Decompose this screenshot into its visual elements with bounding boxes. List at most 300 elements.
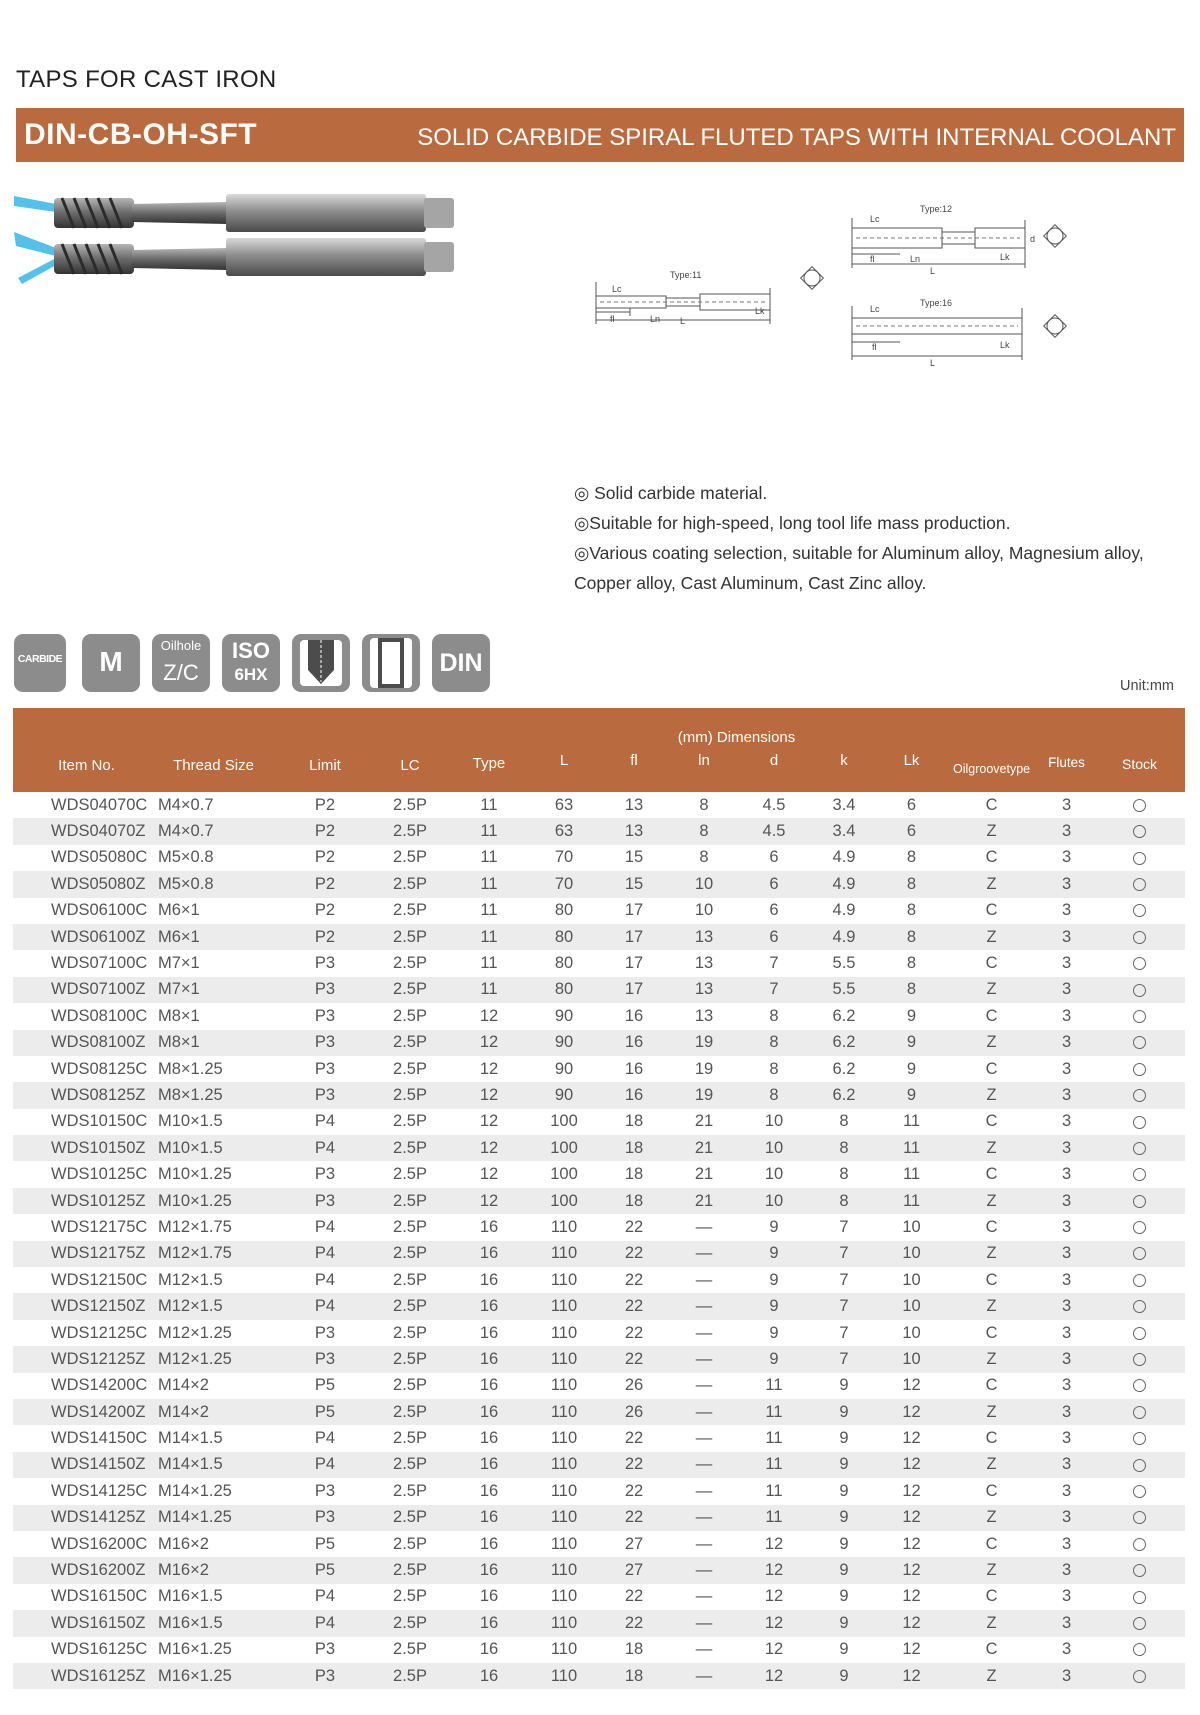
header-lc: LC	[400, 757, 420, 774]
cell-fl: 18	[624, 1640, 644, 1659]
cell-flutes: 3	[1039, 1241, 1094, 1267]
cell-lc: 2.5P	[371, 1452, 449, 1478]
cell-thread-size: M7×1	[158, 954, 200, 973]
cell-ln: —	[669, 1610, 739, 1636]
cell-k: 7	[809, 1293, 879, 1319]
cell-limit: P4	[314, 1112, 336, 1131]
cell-item-no: WDS10125C	[51, 1165, 148, 1184]
cell-lc: 2.5P	[371, 1399, 449, 1425]
cell-thread-size: M4×0.7	[148, 818, 279, 844]
cell-flutes: 3	[1039, 1188, 1094, 1214]
cell-thread-size: M14×1.25	[158, 1481, 232, 1500]
table-row	[13, 1030, 1185, 1056]
cell-stock	[1094, 845, 1185, 871]
cell-ln: 21	[669, 1135, 739, 1161]
cell-ln: —	[669, 1346, 739, 1372]
cell-ln: 10	[669, 871, 739, 897]
cell-limit: P2	[279, 818, 371, 844]
cell-flutes: 3	[1061, 1112, 1072, 1131]
cell-limit: P2	[279, 924, 371, 950]
cell-lk: 12	[902, 1429, 921, 1448]
cell-limit: P3	[279, 1505, 371, 1531]
cell-ln: 13	[694, 1006, 714, 1025]
cell-lc: 2.5P	[371, 1082, 449, 1108]
cell-lc: 2.5P	[393, 1481, 427, 1500]
cell-type: 12	[479, 1059, 499, 1078]
stock-circle-icon	[1133, 799, 1146, 812]
cell-lk: 10	[879, 1346, 944, 1372]
cell-fl: 22	[624, 1270, 644, 1289]
cell-k: 3.4	[832, 795, 856, 814]
product-photo	[12, 192, 502, 322]
cell-flutes: 3	[1039, 1135, 1094, 1161]
cell-lk: 12	[879, 1557, 944, 1583]
cell-stock	[1094, 1505, 1185, 1531]
cell-fl: 22	[624, 1481, 644, 1500]
cell-thread-size: M7×1	[148, 977, 279, 1003]
cell-l: 90	[554, 1059, 574, 1078]
cell-lc: 2.5P	[371, 977, 449, 1003]
cell-l: 90	[529, 1082, 599, 1108]
cell-lk: 11	[902, 1165, 921, 1184]
cell-thread-size: M5×0.8	[148, 871, 279, 897]
cell-flutes: 3	[1039, 1399, 1094, 1425]
cell-l: 80	[554, 901, 574, 920]
cell-stock	[1094, 1531, 1185, 1557]
cell-stock	[1094, 1346, 1185, 1372]
cell-stock	[1094, 1399, 1185, 1425]
table-row	[13, 1109, 1185, 1135]
cell-limit: P2	[314, 848, 336, 867]
cell-d: 6	[769, 901, 779, 920]
cell-l: 80	[529, 924, 599, 950]
cell-l: 110	[529, 1452, 599, 1478]
cell-flutes: 3	[1061, 1376, 1072, 1395]
stock-circle-icon	[1133, 1591, 1146, 1604]
cell-type: 16	[479, 1270, 499, 1289]
cell-ln: 13	[669, 977, 739, 1003]
cell-k: 9	[809, 1663, 879, 1689]
cell-d: 8	[769, 1006, 779, 1025]
cell-lc: 2.5P	[393, 1112, 427, 1131]
stock-circle-icon	[1133, 1459, 1146, 1472]
cell-item-no: WDS04070C	[51, 795, 148, 814]
cell-oilgroove: C	[985, 1376, 998, 1395]
dim-ln-11: Ln	[650, 314, 661, 324]
cell-limit: P3	[314, 954, 336, 973]
cell-oilgroove: Z	[944, 871, 1039, 897]
dim-lk-16: Lk	[1000, 340, 1010, 350]
cell-item-no: WDS16200C	[51, 1534, 148, 1553]
cell-l: 110	[529, 1399, 599, 1425]
cell-flutes: 3	[1061, 1059, 1072, 1078]
cell-ln: 19	[694, 1059, 714, 1078]
cell-flutes: 3	[1039, 1293, 1094, 1319]
table-row	[13, 1293, 1185, 1319]
cell-lc: 2.5P	[371, 1188, 449, 1214]
cell-oilgroove: Z	[944, 1082, 1039, 1108]
cell-fl: 17	[624, 901, 644, 920]
cell-thread-size: M14×2	[148, 1399, 279, 1425]
cell-ln: 21	[694, 1165, 714, 1184]
oilhole-badge-label: Oilhole	[160, 638, 202, 653]
cell-k: 7	[839, 1217, 849, 1236]
cell-stock	[1094, 1161, 1185, 1187]
cell-d: 12	[764, 1534, 784, 1553]
cell-type: 16	[479, 1640, 499, 1659]
stock-circle-icon	[1133, 984, 1146, 997]
cell-flutes: 3	[1039, 1663, 1094, 1689]
cell-ln: —	[669, 1452, 739, 1478]
cell-oilgroove: C	[985, 1323, 998, 1342]
stock-circle-icon	[1133, 904, 1146, 917]
cell-flutes: 3	[1039, 924, 1094, 950]
header-stock: Stock	[1122, 756, 1158, 772]
table-row	[13, 1188, 1185, 1214]
cell-oilgroove: C	[985, 1270, 998, 1289]
cell-fl: 17	[599, 977, 669, 1003]
stock-circle-icon	[1133, 1617, 1146, 1630]
cell-ln: 21	[669, 1188, 739, 1214]
carbide-badge-label: CARBIDE	[17, 653, 63, 665]
cell-lc: 2.5P	[393, 1429, 427, 1448]
cell-lc: 2.5P	[371, 1557, 449, 1583]
cell-thread-size: M6×1	[148, 924, 279, 950]
cell-lc: 2.5P	[393, 1165, 427, 1184]
cell-d: 9	[769, 1270, 779, 1289]
cell-k: 7	[839, 1323, 849, 1342]
cell-l: 63	[529, 818, 599, 844]
cell-item-no: WDS16200Z	[13, 1557, 148, 1583]
cell-stock	[1094, 1452, 1185, 1478]
cell-oilgroove: Z	[944, 1505, 1039, 1531]
table-row	[13, 1135, 1185, 1161]
table-row	[13, 1399, 1185, 1425]
cell-type: 16	[449, 1346, 529, 1372]
cell-stock	[1094, 898, 1185, 924]
table-row	[13, 818, 1185, 844]
cell-lc: 2.5P	[371, 1346, 449, 1372]
cell-flutes: 3	[1039, 1610, 1094, 1636]
header-lk: Lk	[903, 752, 920, 769]
cell-lk: 10	[879, 1293, 944, 1319]
cell-item-no: WDS08125Z	[13, 1082, 148, 1108]
cell-ln: 21	[694, 1112, 714, 1131]
carbide-badge	[14, 634, 66, 692]
cell-stock	[1094, 792, 1185, 818]
cell-k: 6.2	[832, 1059, 856, 1078]
cell-lk: 12	[902, 1534, 921, 1553]
cell-l: 110	[550, 1217, 578, 1236]
cell-type: 11	[480, 954, 498, 973]
cell-ln: 13	[669, 924, 739, 950]
dim-fl-11: fl	[610, 314, 615, 324]
cell-oilgroove: Z	[944, 977, 1039, 1003]
cell-type: 16	[479, 1323, 499, 1342]
cell-item-no: WDS16150C	[51, 1587, 148, 1606]
cell-k: 9	[839, 1534, 849, 1553]
cell-k: 8	[839, 1112, 849, 1131]
cell-item-no: WDS14150Z	[13, 1452, 148, 1478]
cell-flutes: 3	[1061, 1587, 1072, 1606]
cell-limit: P4	[314, 1587, 336, 1606]
cell-thread-size: M16×1.5	[158, 1587, 223, 1606]
section-title: TAPS FOR CAST IRON	[16, 66, 277, 93]
cell-d: 10	[764, 1112, 784, 1131]
cell-lk: 6	[906, 795, 917, 814]
cell-ln: —	[695, 1217, 713, 1236]
cell-stock	[1094, 871, 1185, 897]
cell-k: 6.2	[832, 1006, 856, 1025]
cell-item-no: WDS16150Z	[13, 1610, 148, 1636]
cell-flutes: 3	[1061, 1534, 1072, 1553]
type11-label: Type:11	[670, 270, 702, 280]
stock-circle-icon	[1133, 1670, 1146, 1683]
cell-oilgroove: C	[985, 1534, 998, 1553]
table-row	[13, 1610, 1185, 1636]
cell-item-no: WDS12150Z	[13, 1293, 148, 1319]
cell-l: 100	[529, 1135, 599, 1161]
cell-k: 9	[839, 1429, 849, 1448]
stock-circle-icon	[1133, 931, 1146, 944]
cell-type: 12	[479, 1006, 499, 1025]
cell-k: 5.5	[832, 954, 856, 973]
cell-thread-size: M16×2	[158, 1534, 209, 1553]
cell-k: 7	[839, 1270, 849, 1289]
cell-oilgroove: Z	[944, 1030, 1039, 1056]
cell-limit: P3	[279, 1030, 371, 1056]
cell-l: 110	[550, 1376, 578, 1395]
cell-d: 7	[769, 954, 779, 973]
cell-limit: P3	[314, 1006, 336, 1025]
cell-oilgroove: C	[985, 1217, 998, 1236]
cell-stock	[1094, 1320, 1185, 1346]
cell-fl: 22	[624, 1217, 644, 1236]
cell-limit: P4	[279, 1452, 371, 1478]
cell-l: 80	[554, 954, 574, 973]
cell-limit: P3	[279, 1188, 371, 1214]
cell-thread-size: M8×1.25	[158, 1059, 223, 1078]
cell-k: 8	[809, 1135, 879, 1161]
oilhole-badge	[152, 634, 210, 692]
cell-flutes: 3	[1039, 1505, 1094, 1531]
cell-thread-size: M12×1.25	[148, 1346, 279, 1372]
cell-k: 8	[809, 1188, 879, 1214]
table-row	[13, 871, 1185, 897]
iso-class-label: 6HX	[234, 665, 268, 684]
cell-item-no: WDS12125Z	[13, 1346, 148, 1372]
cell-d: 11	[765, 1429, 783, 1448]
cell-flutes: 3	[1061, 1006, 1072, 1025]
stock-circle-icon	[1133, 1247, 1146, 1260]
cell-limit: P4	[279, 1135, 371, 1161]
cell-k: 9	[839, 1640, 849, 1659]
cell-type: 11	[480, 848, 498, 867]
cell-ln: 8	[669, 818, 739, 844]
cell-oilgroove: Z	[944, 1241, 1039, 1267]
cell-d: 9	[769, 1323, 779, 1342]
table-row	[13, 1584, 1185, 1610]
cell-d: 4.5	[762, 795, 786, 814]
cell-ln: 10	[694, 901, 714, 920]
cell-lc: 2.5P	[371, 1610, 449, 1636]
header-item-no: Item No.	[58, 757, 115, 774]
cell-oilgroove: C	[985, 795, 998, 814]
cell-type: 16	[479, 1217, 499, 1236]
table-row	[13, 1056, 1185, 1082]
cell-fl: 18	[624, 1165, 644, 1184]
cell-l: 110	[550, 1534, 578, 1553]
cell-fl: 18	[624, 1112, 644, 1131]
cell-oilgroove: C	[985, 1112, 998, 1131]
cell-d: 12	[739, 1663, 809, 1689]
through-hole-icon	[362, 634, 420, 692]
cell-type: 12	[479, 1165, 499, 1184]
stock-circle-icon	[1133, 1116, 1146, 1129]
table-row	[13, 1531, 1185, 1557]
cell-ln: —	[695, 1587, 713, 1606]
table-row	[13, 1267, 1185, 1293]
cell-ln: —	[669, 1505, 739, 1531]
cell-lk: 8	[879, 871, 944, 897]
cell-lk: 8	[906, 901, 917, 920]
cell-oilgroove: C	[985, 1165, 998, 1184]
cell-fl: 22	[599, 1241, 669, 1267]
cell-stock	[1094, 818, 1185, 844]
cell-ln: —	[669, 1557, 739, 1583]
cell-item-no: WDS16125C	[51, 1640, 148, 1659]
header-dimensions: (mm) Dimensions	[677, 729, 796, 746]
cell-limit: P5	[279, 1399, 371, 1425]
cell-k: 9	[809, 1505, 879, 1531]
cell-item-no: WDS07100C	[51, 954, 148, 973]
cell-stock	[1094, 1003, 1185, 1029]
cell-k: 6.2	[809, 1082, 879, 1108]
cell-d: 12	[764, 1640, 784, 1659]
cell-oilgroove: C	[985, 1006, 998, 1025]
cell-fl: 18	[599, 1135, 669, 1161]
cell-flutes: 3	[1039, 1346, 1094, 1372]
cell-limit: P2	[314, 795, 336, 814]
table-row	[13, 1161, 1185, 1187]
cell-fl: 22	[624, 1323, 644, 1342]
cell-fl: 18	[599, 1188, 669, 1214]
cell-type: 11	[449, 977, 529, 1003]
cell-l: 110	[550, 1429, 578, 1448]
cell-limit: P4	[314, 1429, 336, 1448]
cell-item-no: WDS14200C	[51, 1376, 148, 1395]
stock-circle-icon	[1133, 1406, 1146, 1419]
cell-type: 12	[449, 1135, 529, 1161]
header-thread-size: Thread Size	[173, 757, 254, 774]
cell-d: 6	[739, 871, 809, 897]
dim-lc-11: Lc	[612, 284, 622, 294]
cell-stock	[1094, 1425, 1185, 1451]
table-row	[13, 950, 1185, 976]
cell-oilgroove: Z	[944, 1135, 1039, 1161]
cell-l: 110	[550, 1270, 578, 1289]
cell-thread-size: M14×1.5	[148, 1452, 279, 1478]
cell-thread-size: M8×1	[148, 1030, 279, 1056]
table-row	[13, 977, 1185, 1003]
cell-l: 80	[529, 977, 599, 1003]
cell-d: 9	[739, 1293, 809, 1319]
cell-type: 16	[449, 1293, 529, 1319]
header-flutes: Flutes	[1048, 755, 1085, 770]
header-d: d	[769, 752, 779, 769]
cell-d: 12	[739, 1610, 809, 1636]
cell-l: 110	[529, 1293, 599, 1319]
cell-fl: 17	[624, 954, 644, 973]
cell-fl: 26	[599, 1399, 669, 1425]
cell-thread-size: M5×0.8	[158, 848, 214, 867]
cell-d: 8	[739, 1030, 809, 1056]
cell-lc: 2.5P	[393, 1006, 427, 1025]
cell-thread-size: M14×1.5	[158, 1429, 223, 1448]
cell-stock	[1094, 1109, 1185, 1135]
cell-limit: P3	[279, 1082, 371, 1108]
cell-k: 9	[809, 1557, 879, 1583]
cell-l: 110	[550, 1481, 578, 1500]
cell-lk: 12	[879, 1452, 944, 1478]
dim-l-16: L	[930, 358, 936, 368]
cell-type: 12	[449, 1030, 529, 1056]
cell-item-no: WDS14150C	[51, 1429, 148, 1448]
cell-lc: 2.5P	[393, 1534, 427, 1553]
cell-lc: 2.5P	[393, 1323, 427, 1342]
cell-fl: 15	[624, 848, 644, 867]
stock-circle-icon	[1133, 1168, 1146, 1181]
cell-item-no: WDS14200Z	[13, 1399, 148, 1425]
cell-d: 8	[739, 1082, 809, 1108]
cell-fl: 22	[599, 1346, 669, 1372]
cell-thread-size: M8×1	[158, 1006, 200, 1025]
cell-d: 11	[739, 1505, 809, 1531]
cell-stock	[1094, 1135, 1185, 1161]
cell-flutes: 3	[1061, 1323, 1072, 1342]
cell-ln: 19	[669, 1030, 739, 1056]
stock-circle-icon	[1133, 852, 1146, 865]
product-description: SOLID CARBIDE SPIRAL FLUTED TAPS WITH INTERNAL COOLANT	[417, 124, 1176, 151]
cell-lc: 2.5P	[393, 1376, 427, 1395]
stock-circle-icon	[1133, 878, 1146, 891]
cell-k: 9	[809, 1399, 879, 1425]
cell-lc: 2.5P	[393, 1217, 427, 1236]
cell-lk: 12	[879, 1399, 944, 1425]
table-row	[13, 1320, 1185, 1346]
cell-flutes: 3	[1039, 1452, 1094, 1478]
cell-fl: 22	[599, 1293, 669, 1319]
cell-fl: 22	[624, 1587, 644, 1606]
cell-stock	[1094, 1030, 1185, 1056]
cell-l: 110	[529, 1610, 599, 1636]
cell-oilgroove: Z	[944, 1399, 1039, 1425]
stock-circle-icon	[1133, 1327, 1146, 1340]
cell-fl: 15	[599, 871, 669, 897]
cell-d: 7	[739, 977, 809, 1003]
cell-fl: 18	[599, 1663, 669, 1689]
cell-item-no: WDS12150C	[51, 1270, 148, 1289]
cell-l: 110	[529, 1241, 599, 1267]
cell-limit: P4	[314, 1217, 336, 1236]
cell-thread-size: M12×1.75	[158, 1217, 232, 1236]
feature-item: ◎ Solid carbide material.	[574, 483, 768, 503]
cell-limit: P5	[314, 1534, 336, 1553]
cell-lc: 2.5P	[371, 1135, 449, 1161]
cell-fl: 16	[599, 1030, 669, 1056]
cell-oilgroove: Z	[944, 1557, 1039, 1583]
din-badge	[432, 634, 490, 692]
